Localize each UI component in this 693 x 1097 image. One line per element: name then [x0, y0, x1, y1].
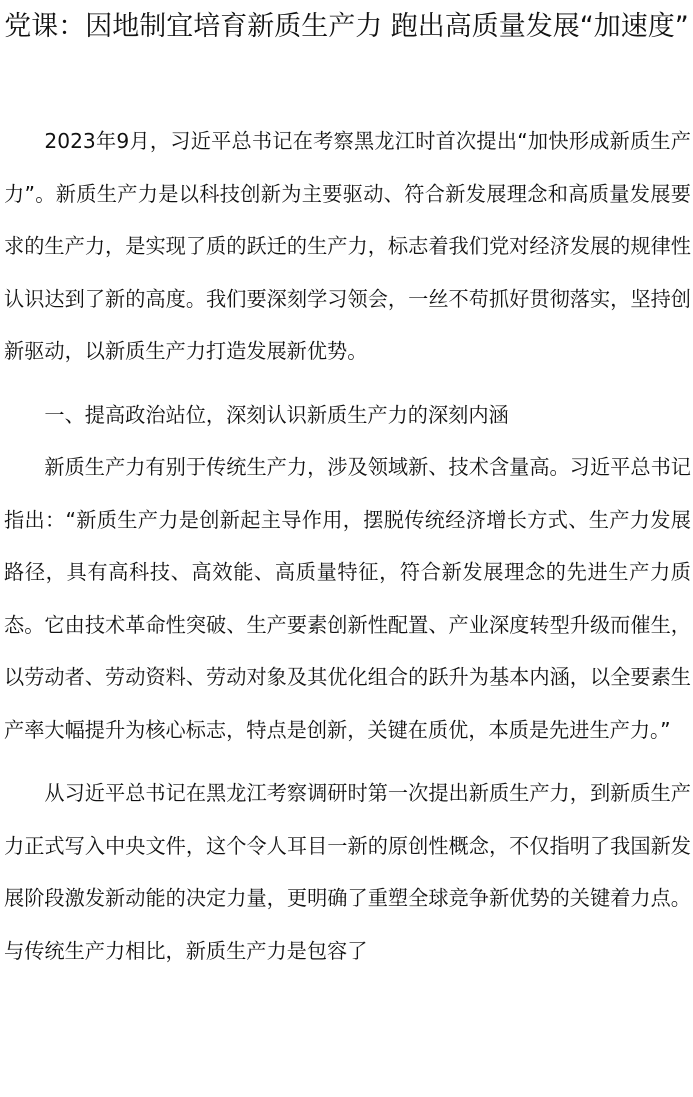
section-heading: 一、提高政治站位，深刻认识新质生产力的深刻内涵: [44, 402, 509, 427]
paragraph-context: 从习近平总书记在黑龙江考察调研时第一次提出新质生产力，到新质生产力正式写入中央文件，这个令人耳目一新的原创性概念，不仅指明了我国新发展阶段激发新动能的决定力量，更明确了重塑全球竞争新优势的关键着力点。与传统生产力相比，新质生产力是包容了: [4, 781, 691, 963]
document-title: 党课：因地制宜培育新质生产力 跑出高质量发展“加速度”: [4, 11, 689, 42]
paragraph-definition: 新质生产力有别于传统生产力，涉及领域新、技术含量高。习近平总书记指出：“新质生产力是创新起主导作用，摆脱传统经济增长方式、生产力发展路径，具有高科技、高效能、高质量特征，符合新发展理念的先进生产力质态。它由技术革命性突破、生产要素创新性配置、产业深度转型升级而催生，以劳动者、劳动资料、劳动对象及其优化组合的跃升为基本内涵，以全要素生产率大幅提升为核心标志，特点是创新，关键在质优，本质是先进生产力。”: [4, 455, 691, 742]
document-body: [4, 115, 691, 977]
paragraph-intro: 2023年9月，习近平总书记在考察黑龙江时首次提出“加快形成新质生产力”。新质生产力是以科技创新为主要驱动、符合新发展理念和高质量发展要求的生产力，是实现了质的跃迁的生产力，标志着我们党对经济发展的规律性认识达到了新的高度。我们要深刻学习领会，一丝不苟抓好贯彻落实，坚持创新驱动，以新质生产力打造发展新优势。: [4, 129, 691, 363]
